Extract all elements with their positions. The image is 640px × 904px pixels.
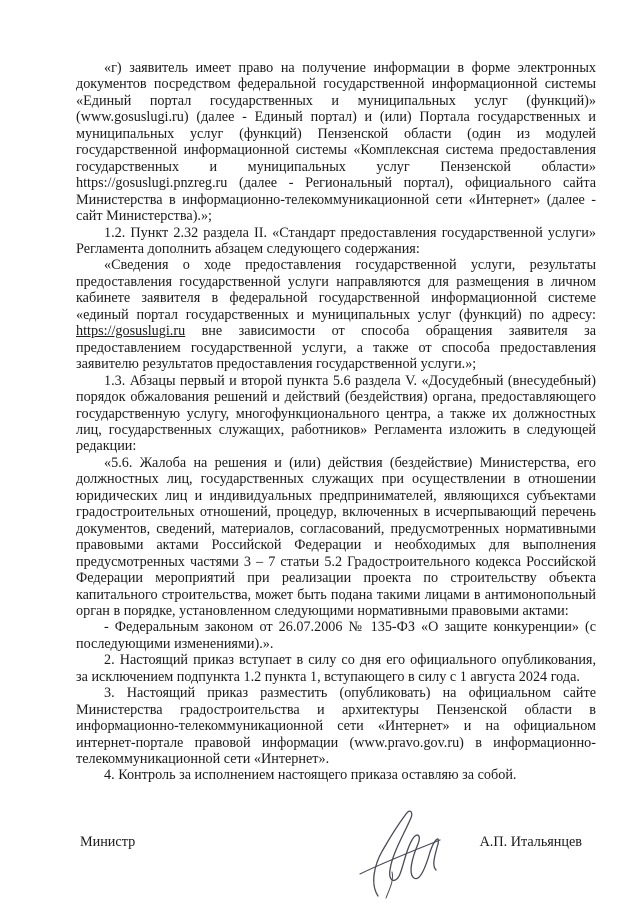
paragraph-1-3: 1.3. Абзацы первый и второй пункта 5.6 раздела V. «Досудебный (внесудебный) порядок обжалования решений и действий (бездействия) органа, предоставляющего государственную услугу, многофункционального центра, а также их должностных лиц, государственных служащих, работников» Регламента изложить в следующей редакции: — [76, 372, 596, 455]
paragraph-1-2-text-tail: вне зависимости от способа обращения заявителя за предоставлением государственной услуги, а также от способа предоставления заявителю результатов предоставления государственной услуги.»; — [76, 323, 596, 373]
signature-block — [76, 822, 596, 892]
signer-name: А.П. Итальянцев — [479, 834, 582, 850]
handwritten-signature — [340, 804, 450, 904]
paragraph-4-control: 4. Контроль за исполнением настоящего приказа оставляю за собой. — [104, 767, 517, 784]
paragraph-5-6-complaint: «5.6. Жалоба на решения и (или) действия (бездействие) Министерства, его должностных лиц, государственных служащих при осуществлении в отношении юридических лиц и индивидуальных предпринимателей, являющихся субъектами градостроительных отношений, процедур, включенных в исчерпывающий перечень документов, сведений, материалов, согласований, предусмотренных нормативными правовыми актами Российской Федерации и необходимых для выполнения предусмотренных частями 3 – 7 статьи 5.2 Градостроительного кодекса Российской Федерации мероприятий при реализации проекта по строительству объекта капитального строительства, может быть подана такими лицами в антимонопольный орган в порядке, установленном следующими нормативными правовыми актами: — [76, 454, 596, 619]
paragraph-1-2-heading: 1.2. Пункт 2.32 раздела II. «Стандарт предоставления государственной услуги» Регламента дополнить абзацем следующего содержания: — [76, 224, 596, 257]
paragraph-g-applicant-rights: «г) заявитель имеет право на получение информации в форме электронных документов посредством федеральной государственной информационной системы «Единый портал государственных и муниципальных услуг (функций)» (www.gosuslugi.ru) (далее - Единый портал) и (или) Портала государственных и муниципальных услуг (функций) Пензенской области (один из модулей государственной информационной системы «Комплексная система предоставления государственных и муниципальных услуг Пензенской области» https://gosuslugi.pnzreg.ru (далее - Региональный портал), официального сайта Министерства в информационно-телекоммуникационной сети «Интернет» (далее - сайт Министерства).»; — [76, 60, 596, 225]
paragraph-3-publication: 3. Настоящий приказ разместить (опубликовать) на официальном сайте Министерства градостроительства и архитектуры Пензенской области в информационно-телекоммуникационной сети «Интернет» и на официальном интернет-портале правовой информации (www.pravo.gov.ru) в информационно-телекоммуникационной сети «Интернет». — [76, 685, 596, 768]
paragraph-1-2-text — [76, 257, 596, 372]
paragraph-1-2-text-head: «Сведения о ходе предоставления государственной услуги, результаты предоставления государственной услуги направляются для размещения в личном кабинете заявителя в федеральной государственной информационной системе «единый портал государственных и муниципальных услуг (функций) по адресу: — [76, 257, 596, 323]
paragraph-2-effective-date: 2. Настоящий приказ вступает в силу со дня его официального опубликования, за исключением подпункта 1.2 пункта 1, вступающего в силу с 1 августа 2024 года. — [76, 652, 596, 685]
paragraph-federal-law: - Федеральным законом от 26.07.2006 № 135-ФЗ «О защите конкуренции» (с последующими изменениями).». — [76, 619, 596, 652]
document-body — [76, 60, 596, 784]
gosuslugi-link[interactable]: https://gosuslugi.ru — [76, 323, 186, 340]
signer-title: Министр — [80, 834, 136, 850]
